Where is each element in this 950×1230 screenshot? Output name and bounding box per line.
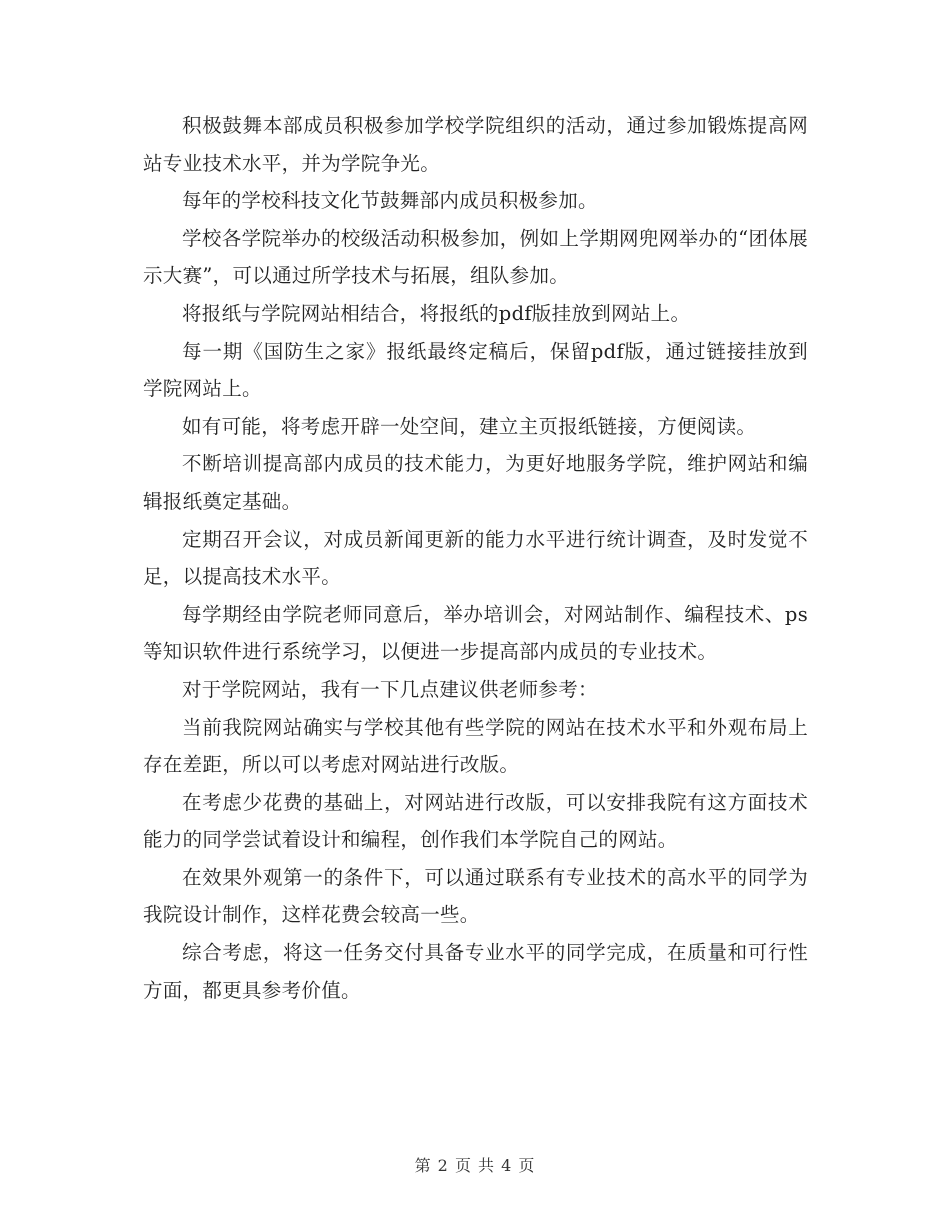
paragraph: 在效果外观第一的条件下，可以通过联系有专业技术的高水平的同学为我院设计制作，这样花费会较高一些。 [143, 865, 808, 927]
page-number-footer: 第 2 页 共 4 页 [414, 1156, 536, 1175]
paragraph: 当前我院网站确实与学校其他有些学院的网站在技术水平和外观布局上存在差距，所以可以考虑对网站进行改版。 [143, 715, 808, 777]
paragraph: 不断培训提高部内成员的技术能力，为更好地服务学院，维护网站和编辑报纸奠定基础。 [143, 452, 808, 513]
paragraph: 在考虑少花费的基础上，对网站进行改版，可以安排我院有这方面技术能力的同学尝试着设计和编程，创作我们本学院自己的网站。 [143, 790, 808, 852]
paragraph: 如有可能，将考虑开辟一处空间，建立主页报纸链接，方便阅读。 [182, 414, 757, 438]
paragraph: 对于学院网站，我有一下几点建议供老师参考： [182, 677, 598, 701]
paragraph: 积极鼓舞本部成员积极参加学校学院组织的活动，通过参加锻炼提高网站专业技术水平，并为学院争光。 [143, 114, 808, 175]
paragraph: 综合考虑，将这一任务交付具备专业水平的同学完成，在质量和可行性方面，都更具参考价值。 [143, 941, 808, 1002]
paragraph: 定期召开会议，对成员新闻更新的能力水平进行统计调查，及时发觉不足，以提高技术水平。 [143, 527, 808, 589]
paragraph: 每年的学校科技文化节鼓舞部内成员积极参加。 [182, 189, 598, 213]
document-body [143, 107, 808, 1009]
paragraph: 每一期《国防生之家》报纸最终定稿后，保留pdf版，通过链接挂放到学院网站上。 [143, 339, 808, 401]
paragraph: 学校各学院举办的校级活动积极参加，例如上学期网兜网举办的“团体展示大赛”，可以通过所学技术与拓展，组队参加。 [143, 226, 808, 288]
paragraph: 将报纸与学院网站相结合，将报纸的pdf版挂放到网站上。 [182, 301, 691, 325]
paragraph: 每学期经由学院老师同意后，举办培训会，对网站制作、编程技术、ps等知识软件进行系统学习，以便进一步提高部内成员的专业技术。 [143, 602, 808, 664]
